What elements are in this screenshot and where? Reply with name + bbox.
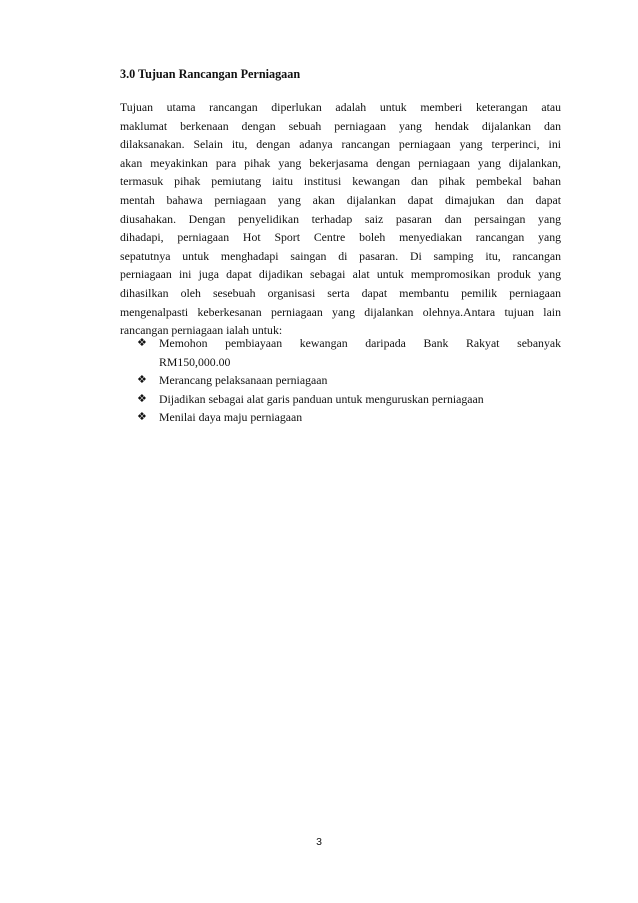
bullet-line: RM150,000.00	[159, 354, 231, 369]
bullet-line: Memohon pembiayaan kewangan daripada Bank Rakyat sebanyak	[159, 336, 561, 350]
bullet-item	[137, 408, 561, 427]
paragraph-line: dihadapi, perniagaan Hot Sport Centre boleh menyediakan rancangan yang	[120, 230, 561, 245]
paragraph-line: dilaksanakan. Selain itu, dengan adanya rancangan perniagaan yang terperinci, ini	[120, 137, 561, 152]
bullet-item	[137, 371, 561, 390]
body-paragraph	[120, 98, 561, 340]
paragraph-line: rancangan perniagaan ialah untuk:	[120, 323, 283, 338]
bullet-line: Merancang pelaksanaan perniagaan	[159, 373, 328, 388]
bullet-item	[137, 334, 561, 371]
diamond-bullet-icon: ❖	[137, 410, 147, 424]
section-heading: 3.0 Tujuan Rancangan Perniagaan	[120, 67, 301, 81]
page-number: 3	[316, 836, 322, 848]
diamond-bullet-icon: ❖	[137, 373, 147, 387]
paragraph-line: maklumat berkenaan dengan sebuah perniagaan yang hendak dijalankan dan	[120, 118, 561, 133]
paragraph-line: mentah bahawa perniagaan yang akan dijalankan dapat dimajukan dan dapat	[120, 192, 561, 207]
bullet-line: Menilai daya maju perniagaan	[159, 410, 303, 425]
paragraph-line: sepatutnya untuk menghadapi saingan di pasaran. Di samping itu, rancangan	[120, 248, 561, 263]
paragraph-line: dihasilkan oleh sesebuah organisasi serta dapat membantu pemilik perniagaan	[120, 285, 561, 300]
paragraph-line: Tujuan utama rancangan diperlukan adalah untuk memberi keterangan atau	[120, 100, 561, 114]
purpose-bullet-list	[137, 334, 561, 427]
paragraph-line: termasuk pihak pemiutang iaitu institusi kewangan dan pihak pembekal bahan	[120, 174, 561, 189]
paragraph-line: akan meyakinkan para pihak yang bekerjasama dengan perniagaan yang dijalankan,	[120, 155, 561, 170]
diamond-bullet-icon: ❖	[137, 391, 147, 405]
diamond-bullet-icon: ❖	[137, 336, 147, 349]
paragraph-line: mengenalpasti keberkesanan perniagaan yang dijalankan olehnya.Antara tujuan lain	[120, 304, 561, 319]
bullet-item	[137, 390, 561, 409]
paragraph-line: perniagaan ini juga dapat dijadikan sebagai alat untuk mempromosikan produk yang	[120, 267, 561, 282]
paragraph-line: diusahakan. Dengan penyelidikan terhadap saiz pasaran dan persaingan yang	[120, 211, 561, 226]
bullet-line: Dijadikan sebagai alat garis panduan untuk menguruskan perniagaan	[159, 391, 484, 406]
